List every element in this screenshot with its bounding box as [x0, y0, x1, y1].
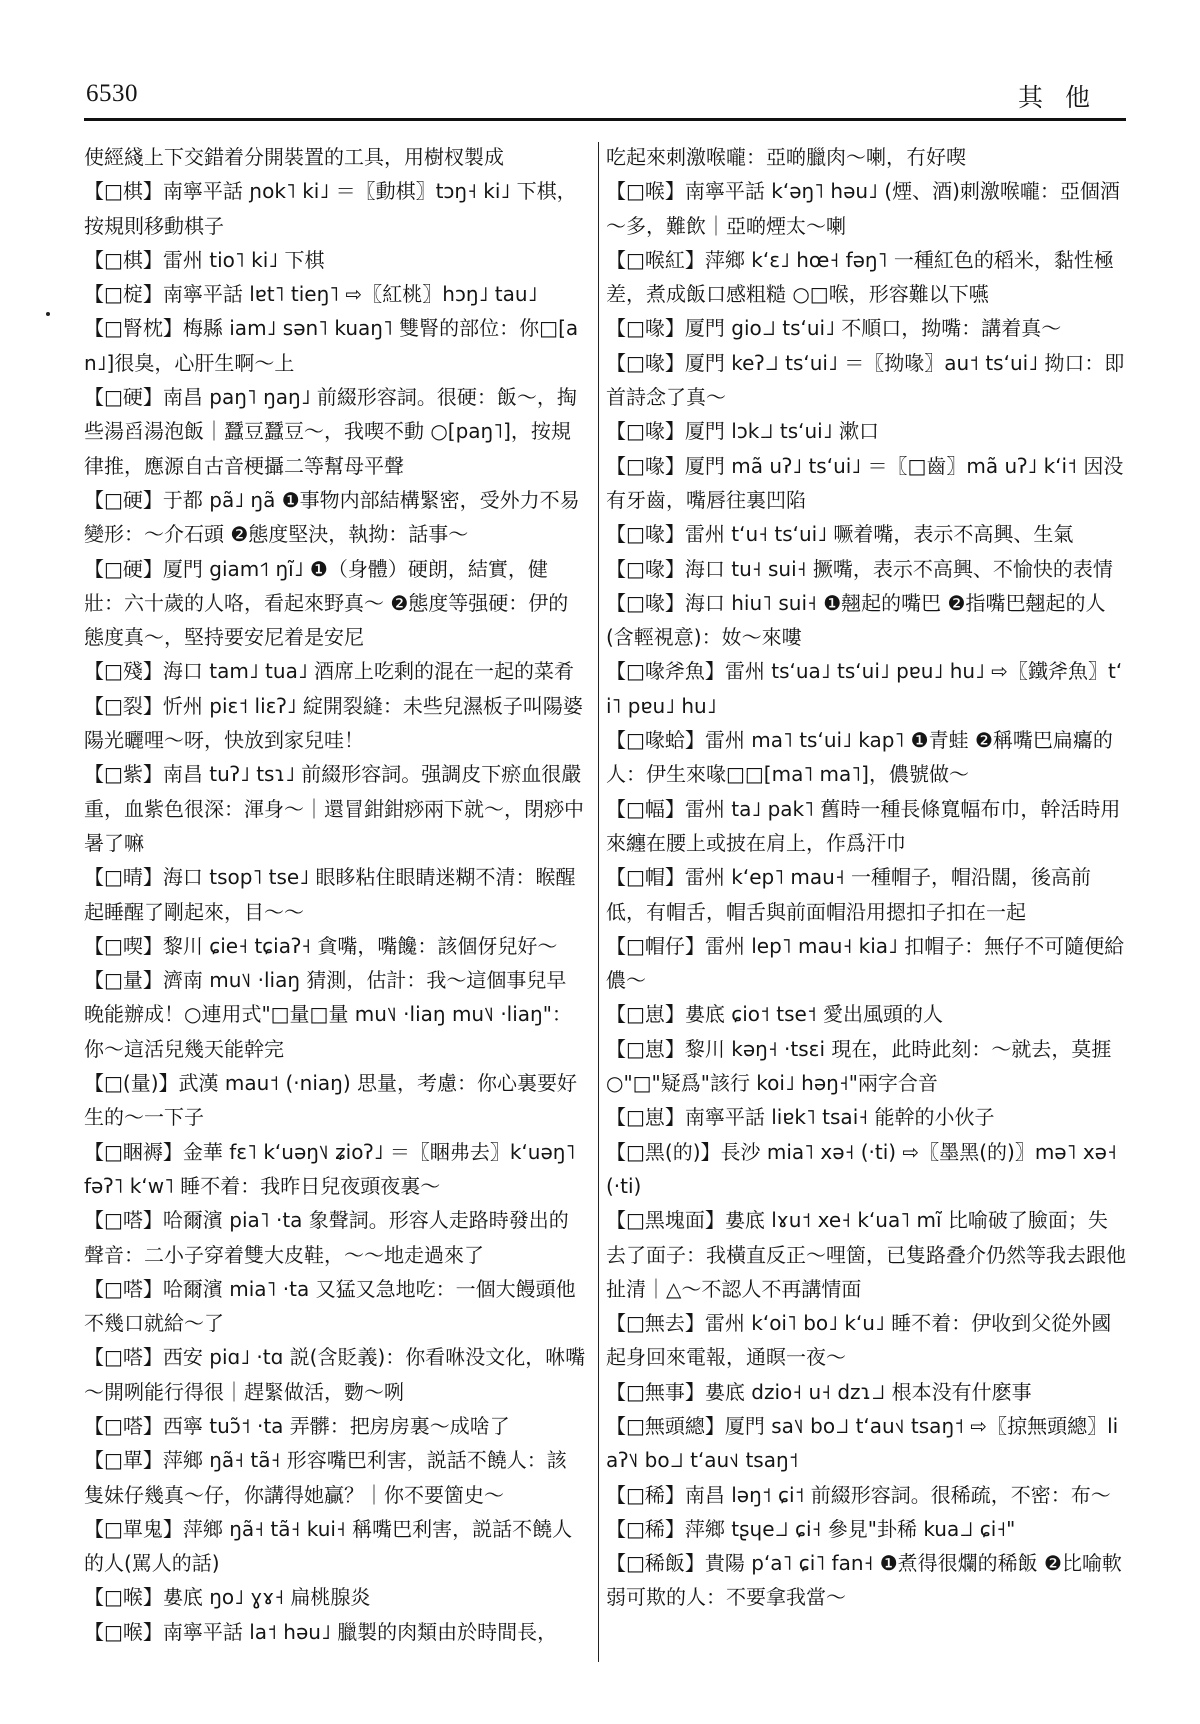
dictionary-entry: 【□稀】南昌 ləŋ˦ ɕi˦ 前綴形容詞。很稀疏，不密：布～ — [606, 1482, 1111, 1507]
dictionary-entry: 【□(量)】武漢 mau˦ (·niaŋ) 思量，考慮：你心裏要好生的～一下子 — [84, 1071, 577, 1130]
dictionary-entry: 【□喙】海口 tu˧ sui˧ 撅嘴，表示不高興、不愉快的表情 — [606, 556, 1113, 581]
page-number: 6530 — [86, 80, 138, 107]
dictionary-entry: 【□無去】雷州 kʻoi˥ bo˩ kʻu˩ 睡不着：伊收到父從外國起身回來電報，通暝一夜～ — [606, 1311, 1112, 1370]
dictionary-entry: 【□喉】南寧平話 kʻəŋ˥ həu˩ (煙、酒)刺激喉嚨：亞個酒～多，難飲｜亞啲煙太～喇 — [606, 179, 1120, 238]
header-rule — [84, 118, 1126, 121]
dictionary-entry: 【□腎枕】梅縣 iam˩ sən˥ kuaŋ˥ 雙腎的部位：你□[an˩]很臭，心肝生啊～上 — [84, 316, 579, 375]
dictionary-entry: 【□帽】雷州 kʻep˥ mau˧ 一種帽子，帽沿闊，後高前低，有帽舌，帽舌與前面帽沿用摁扣子扣在一起 — [606, 865, 1092, 924]
margin-mark — [46, 312, 50, 316]
section-title: 其他 — [1017, 83, 1112, 112]
dictionary-entry: 【□棋】雷州 tio˥ ki˩ 下棋 — [84, 247, 325, 272]
dictionary-entry: 【□喙斧魚】雷州 tsʻua˩ tsʻui˩ pɐu˩ hu˩ ⇨〖鐵斧魚〗tʻi˥ pɐu˩ hu˩ — [606, 659, 1123, 718]
dictionary-entry: 【□黑(的)】長沙 mia˥ xə˧ (·ti) ⇨〖墨黑(的)〗mə˥ xə˧ (·ti) — [606, 1139, 1117, 1198]
dictionary-entry: 【□無頭總】厦門 sa˥˩ bo˩˩ tʻau˦˩ tsaŋ˦ ⇨〖掠無頭總〗liaʔ˥˩ bo˩˩ tʻau˦˩ tsaŋ˦ — [606, 1413, 1119, 1473]
right-column — [606, 140, 1126, 1615]
dictionary-entry: 【□喙】雷州 tʻu˧ tsʻui˩ 噘着嘴，表示不高興、生氣 — [606, 522, 1074, 547]
dictionary-entry: 【□黑塊面】婁底 lɤu˦ xe˧ kʻua˥ mĩ 比喻破了臉面；失去了面子：我橫直反正～哩箇，已隻路叠介仍然等我去跟他扯清｜△～不認人不再講情面 — [606, 1208, 1126, 1301]
dictionary-entry: 【□喫】黎川 ɕie˧ tɕiaʔ˧ 貪嘴，嘴饞：該個伢兒好～ — [84, 933, 558, 958]
dictionary-entry: 【□無事】婁底 dzio˧ u˧ dzɿ˩˩ 根本没有什麽事 — [606, 1379, 1032, 1404]
dictionary-entry: 【□嗒】西寧 tuɔ̃˦ ·ta 弄髒：把房房裏～成啥了 — [84, 1413, 510, 1438]
dictionary-entry: 【□硬】南昌 paŋ˥ ŋaŋ˩ 前綴形容詞。很硬：飯～，掏些湯舀湯泡飯｜蠶豆蠶豆～，我喫不動 ○[paŋ˥]，按規律推，應源自古音梗攝二等幫母平聲 — [84, 385, 577, 478]
dictionary-entry: 【□喉】婁底 ŋo˩ ɣɤ˧ 扁桃腺炎 — [84, 1585, 371, 1610]
column-divider — [598, 142, 599, 1662]
dictionary-entry: 【□喙蛤】雷州 ma˥ tsʻui˩ kap˥ ❶青蛙 ❷稱嘴巴扁癟的人：伊生來喙□□[ma˥ ma˥]，儂號做～ — [606, 728, 1113, 787]
dictionary-entry: 【□崽】南寧平話 liɐk˥ tsai˧ 能幹的小伙子 — [606, 1105, 995, 1130]
dictionary-entry: 【□嗒】哈爾濱 mia˥ ·ta 又猛又急地吃：一個大饅頭他不幾口就給～了 — [84, 1276, 576, 1336]
dictionary-entry: 【□紫】南昌 tuʔ˩ tsɿ˩ 前綴形容詞。强調皮下瘀血很嚴重，血紫色很深：渾身～｜還冒鉗鉗痧兩下就～，閉痧中暑了嘛 — [84, 762, 584, 855]
dictionary-entry: 【□喙】厦門 keʔ˩˩ tsʻui˩ ＝〖拗喙〗au˦ tsʻui˩ 拗口：即首詩念了真～ — [606, 350, 1125, 410]
dictionary-entry: 【□單鬼】萍鄉 ŋã˧ tã˧ kui˧ 稱嘴巴利害，説話不饒人的人(駡人的話) — [84, 1516, 573, 1576]
dictionary-entry: 【□崽】婁底 ɕio˦ tse˦ 愛出風頭的人 — [606, 1002, 944, 1027]
dictionary-entry: 【□喙】厦門 lɔk˩˩ tsʻui˩ 漱口 — [606, 419, 879, 444]
dictionary-entry: 【□喙】海口 hiu˥ sui˧ ❶翹起的嘴巴 ❷指嘴巴翹起的人(含輕視意)：奻～來嘍 — [606, 590, 1106, 650]
dictionary-entry: 【□硬】厦門 giam˦˥ ŋĩ˩ ❶（身體）硬朗，結實，健壯：六十歲的人咯，看起來野真～ ❷態度等强硬：伊的態度真～，堅持要安尼着是安尼 — [84, 556, 569, 650]
dictionary-entry: 【□殘】海口 tam˩ tua˩ 酒席上吃剩的混在一起的菜肴 — [84, 659, 575, 684]
dictionary-entry: 【□單】萍鄉 ŋã˧ tã˧ 形容嘴巴利害，説話不饒人：該隻妹仔幾真～仔，你講得她贏？｜你不要箇史～ — [84, 1448, 567, 1507]
dictionary-entry: 【□硬】于都 pã˩ ŋã ❶事物内部結構緊密，受外力不易變形：～介石頭 ❷態度堅決，執拗：話事～ — [84, 487, 580, 547]
left-column — [84, 140, 586, 1649]
dictionary-entry: 使經綫上下交錯着分開裝置的工具，用樹杈製成 — [84, 145, 504, 169]
dictionary-entry: 【□稀】萍鄉 tʂɥe˩˩ ɕi˧ 參見"卦稀 kua˩˩ ɕi˧" — [606, 1516, 1016, 1541]
dictionary-entry: 【□帽仔】雷州 lep˥ mau˧ kia˩ 扣帽子：無仔不可隨便給儂～ — [606, 933, 1125, 993]
dictionary-entry: 【□喉】南寧平話 la˦ həu˩ 臘製的肉類由於時間長， — [84, 1619, 558, 1644]
dictionary-entry: 【□裂】忻州 piɛ˦ liɛʔ˩ 綻開裂縫：未些兒濕板子叫陽婆陽光曬哩～呀，快放到家兒哇！ — [84, 693, 583, 753]
dictionary-entry: 【□晴】海口 tsop˥ tse˩ 眼眵粘住眼睛迷糊不清：睺醒起睡醒了剛起來，目～～ — [84, 865, 576, 924]
dictionary-entry: 【□幅】雷州 ta˩ pak˥ 舊時一種長條寬幅布巾，幹活時用來纏在腰上或披在肩上，作爲汗巾 — [606, 796, 1121, 855]
dictionary-entry: 【□喙】厦門 mã uʔ˩ tsʻui˩ ＝〖□齒〗mã uʔ˩ kʻi˦ 因没有牙齒，嘴唇往裏凹陷 — [606, 453, 1124, 512]
dictionary-entry: 【□嗒】哈爾濱 pia˥ ·ta 象聲詞。形容人走路時發出的聲音：二小子穿着雙大皮鞋，～～地走過來了 — [84, 1208, 569, 1267]
dictionary-entry: 【□喉紅】萍鄉 kʻɛ˩ hœ˧ fəŋ˥ 一種紅色的稻米，黏性極差，煮成飯口感粗糙 ○□喉，形容難以下嚥 — [606, 247, 1114, 307]
dictionary-entry: 【□喙】厦門 gio˩˩ tsʻui˩ 不順口，拗嘴：講着真～ — [606, 316, 1062, 341]
dictionary-entry: 【□稀飯】貴陽 pʻa˥ ɕi˥ fan˧ ❶煮得很爛的稀飯 ❷比喻軟弱可欺的人：不要拿我當～ — [606, 1551, 1122, 1610]
dictionary-entry: 【□量】濟南 mu˥˩ ·liaŋ 猜測，估計：我～這個事兒早晚能辦成！○連用式"□量□量 mu˥˩ ·liaŋ mu˥˩ ·liaŋ"：你～這活兒幾天能幹完 — [84, 968, 572, 1061]
dictionary-entry: 【□嗒】西安 piɑ˩ ·tɑ 説(含貶義)：你看咻没文化，咻嘴～開咧能行得很｜趕緊做活，覅～咧 — [84, 1345, 586, 1404]
dictionary-entry: 【□棋】南寧平話 ɲok˥ ki˩ ＝〖動棋〗tɔŋ˧ ki˩ 下棋，按規則移動棋子 — [84, 179, 577, 238]
dictionary-entry: 【□崽】黎川 kəŋ˧ ·tsɛi 現在，此時此刻：～就去，莫捱 ○"□"疑爲"該行 koi˩ həŋ˧"兩字合音 — [606, 1036, 1112, 1096]
dictionary-entry: 吃起來刺激喉嚨：亞啲臘肉～喇，冇好喫 — [606, 145, 966, 169]
page-header — [84, 78, 1126, 114]
dictionary-entry: 【□椗】南寧平話 lɐt˥ tieŋ˥ ⇨〖紅桃〗hɔŋ˩ tau˩ — [84, 282, 538, 307]
dictionary-entry: 【□睏褥】金華 fɛ˥ kʻuəŋ˥˩ ʑioʔ˩ ＝〖睏弗去〗kʻuəŋ˥ fəʔ˥ kʻw˥ 睡不着：我昨日兒夜頭夜裏～ — [84, 1139, 576, 1198]
